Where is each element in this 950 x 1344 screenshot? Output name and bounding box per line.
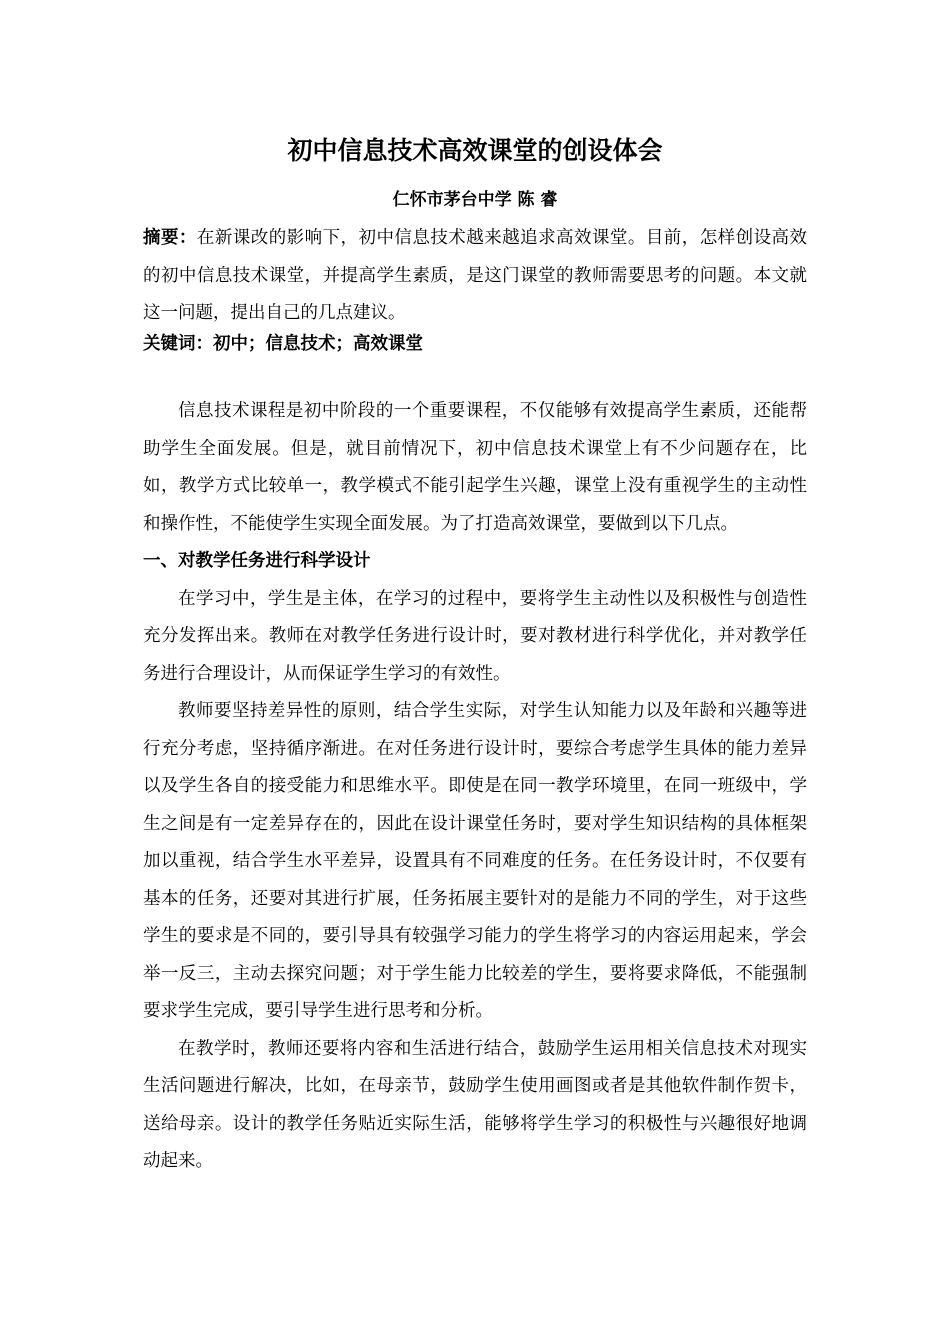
keywords-text: 初中；信息技术；高效课堂 [213, 334, 423, 354]
abstract-text: 在新课改的影响下，初中信息技术越来越追求高效课堂。目前，怎样创设高效的初中信息技术课堂，并提高学生素质，是这门课堂的教师需要思考的问题。本文就这一问题，提出自己的几点建议。 [143, 228, 807, 323]
author-line: 仁怀市茅台中学 陈 睿 [392, 190, 558, 210]
body-paragraph-2: 教师要坚持差异性的原则，结合学生实际，对学生认知能力以及年龄和兴趣等进行充分考虑，坚持循序渐进。在对任务进行设计时，要综合考虑学生具体的能力差异以及学生各自的接受能力和思维水平。即使是在同一教学环境里，在同一班级中，学生之间是有一定差异存在的，因此在设计课堂任务时，要对学生知识结构的具体框架加以重视，结合学生水平差异，设置具有不同难度的任务。在任务设计时，不仅要有基本的任务，还要对其进行扩展，任务拓展主要针对的是能力不同的学生，对于这些学生的要求是不同的，要引导具有较强学习能力的学生将学习的内容运用起来，学会举一反三，主动去探究问题；对于学生能力比较差的学生，要将要求降低，不能强制要求学生完成，要引导学生进行思考和分析。 [143, 701, 807, 1021]
section-heading: 一、对教学任务进行科学设计 [143, 551, 371, 571]
body-paragraph-3: 在教学时，教师还要将内容和生活进行结合，鼓励学生运用相关信息技术对现实生活问题进行解决，比如，在母亲节，鼓励学生使用画图或者是其他软件制作贺卡，送给母亲。设计的教学任务贴近实际生活，能够将学生学习的积极性与兴趣很好地调动起来。 [143, 1038, 807, 1171]
keywords [143, 326, 807, 364]
intro-paragraph: 信息技术课程是初中阶段的一个重要课程，不仅能够有效提高学生素质，还能帮助学生全面发展。但是，就目前情况下，初中信息技术课堂上有不少问题存在，比如，教学方式比较单一，教学模式不能引起学生兴趣，课堂上没有重视学生的主动性和操作性，不能使学生实现全面发展。为了打造高效课堂，要做到以下几点。 [143, 401, 807, 534]
body-paragraph-1: 在学习中，学生是主体，在学习的过程中，要将学生主动性以及积极性与创造性充分发挥出来。教师在对教学任务进行设计时，要对教材进行科学优化，并对教学任务进行合理设计，从而保证学生学习的有效性。 [143, 588, 807, 684]
abstract-label: 摘要： [143, 228, 197, 248]
document-title: 初中信息技术高效课堂的创设体会 [287, 136, 663, 165]
body-text [143, 393, 807, 1181]
abstract [143, 220, 807, 333]
keywords-label: 关键词： [143, 334, 213, 354]
